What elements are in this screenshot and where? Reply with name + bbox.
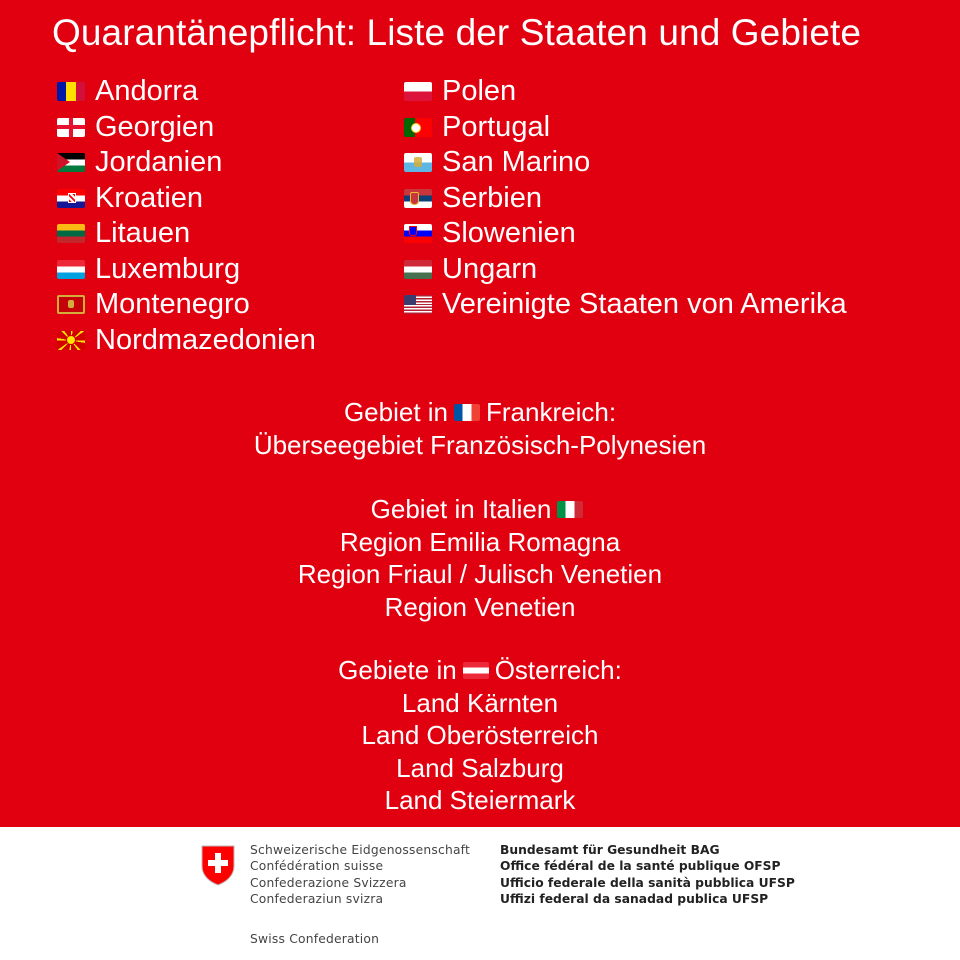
san-marino-flag-icon	[404, 153, 432, 172]
list-item	[404, 252, 847, 288]
country-name: Ungarn	[442, 252, 538, 285]
country-list-left	[57, 74, 316, 358]
list-item	[404, 74, 847, 110]
region-item: Überseegebiet Französisch-Polynesien	[253, 429, 707, 460]
office-line: Office fédéral de la santé publique OFSP	[500, 859, 781, 874]
office-names	[500, 842, 795, 907]
list-item	[57, 74, 316, 110]
list-item	[404, 216, 847, 252]
list-item	[404, 110, 847, 146]
country-list-right	[404, 74, 847, 323]
north-macedonia-flag-icon	[57, 331, 85, 350]
georgia-flag-icon	[57, 118, 85, 137]
luxembourg-flag-icon	[57, 260, 85, 279]
list-item	[57, 216, 316, 252]
country-name: Litauen	[95, 217, 191, 250]
page-title: Quarantänepflicht: Liste der Staaten und Gebiete	[52, 12, 862, 53]
italy-heading	[371, 493, 590, 526]
region-item: Land Oberösterreich	[361, 720, 599, 750]
region-item: Region Venetien	[384, 591, 576, 622]
montenegro-flag-icon	[57, 295, 85, 314]
country-name: Andorra	[95, 75, 199, 108]
swiss-shield-icon	[200, 844, 236, 886]
italy-section	[0, 493, 960, 623]
country-name: Georgien	[95, 110, 215, 143]
austria-country: Österreich:	[494, 655, 622, 685]
austria-prefix: Gebiete in	[338, 655, 457, 685]
usa-flag-icon	[404, 295, 432, 314]
italy-heading-text: Gebiet in Italien	[370, 494, 552, 524]
list-item	[404, 145, 847, 181]
country-name: Kroatien	[95, 181, 204, 214]
serbia-flag-icon	[404, 189, 432, 208]
region-item: Region Friaul / Julisch Venetien	[297, 559, 663, 589]
slovenia-flag-icon	[404, 224, 432, 243]
list-item	[57, 323, 316, 359]
austria-section	[0, 654, 960, 817]
lithuania-flag-icon	[57, 224, 85, 243]
jordan-flag-icon	[57, 153, 85, 172]
list-item	[404, 287, 847, 323]
office-line: Uffizi federal da sanadad publica UFSP	[500, 891, 769, 906]
france-section	[0, 396, 960, 461]
austria-flag-icon	[463, 662, 489, 679]
list-item	[57, 287, 316, 323]
swiss-confederation-label: Swiss Confederation	[250, 932, 380, 946]
region-item: Land Steiermark	[384, 785, 576, 815]
list-item	[57, 252, 316, 288]
list-item	[57, 145, 316, 181]
language-line: Schweizerische Eidgenossenschaft	[250, 843, 471, 857]
country-name: Portugal	[442, 110, 551, 143]
office-line: Bundesamt für Gesundheit BAG	[500, 843, 720, 857]
hungary-flag-icon	[404, 260, 432, 279]
list-item	[57, 110, 316, 146]
list-item	[57, 181, 316, 217]
country-name: Luxemburg	[95, 252, 241, 285]
country-name: Montenegro	[95, 288, 250, 321]
france-flag-icon	[454, 404, 480, 421]
poland-flag-icon	[404, 82, 432, 101]
region-item: Land Kärnten	[401, 687, 559, 718]
austria-heading	[338, 654, 622, 687]
office-line: Ufficio federale della sanità pubblica UFSP	[500, 875, 795, 890]
language-line: Confederazione Svizzera	[250, 875, 407, 890]
country-name: Jordanien	[95, 146, 223, 179]
confederation-names	[250, 842, 470, 907]
france-prefix: Gebiet in	[343, 397, 449, 427]
list-item	[404, 181, 847, 217]
region-item: Region Emilia Romagna	[339, 526, 621, 557]
france-heading	[344, 396, 616, 429]
country-name: San Marino	[442, 146, 591, 179]
country-name: Nordmazedonien	[95, 323, 316, 356]
footer	[0, 827, 960, 960]
country-name: Polen	[442, 75, 517, 108]
country-name: Vereinigte Staaten von Amerika	[442, 288, 847, 321]
country-name: Serbien	[442, 181, 542, 214]
andorra-flag-icon	[57, 82, 85, 101]
region-item: Land Salzburg	[396, 752, 564, 783]
language-line: Confédération suisse	[250, 859, 384, 874]
portugal-flag-icon	[404, 118, 432, 137]
language-line: Confederaziun svizra	[250, 891, 384, 906]
country-name: Slowenien	[442, 217, 576, 250]
france-country: Frankreich:	[486, 397, 617, 427]
italy-flag-icon	[557, 501, 583, 518]
croatia-flag-icon	[57, 189, 85, 208]
